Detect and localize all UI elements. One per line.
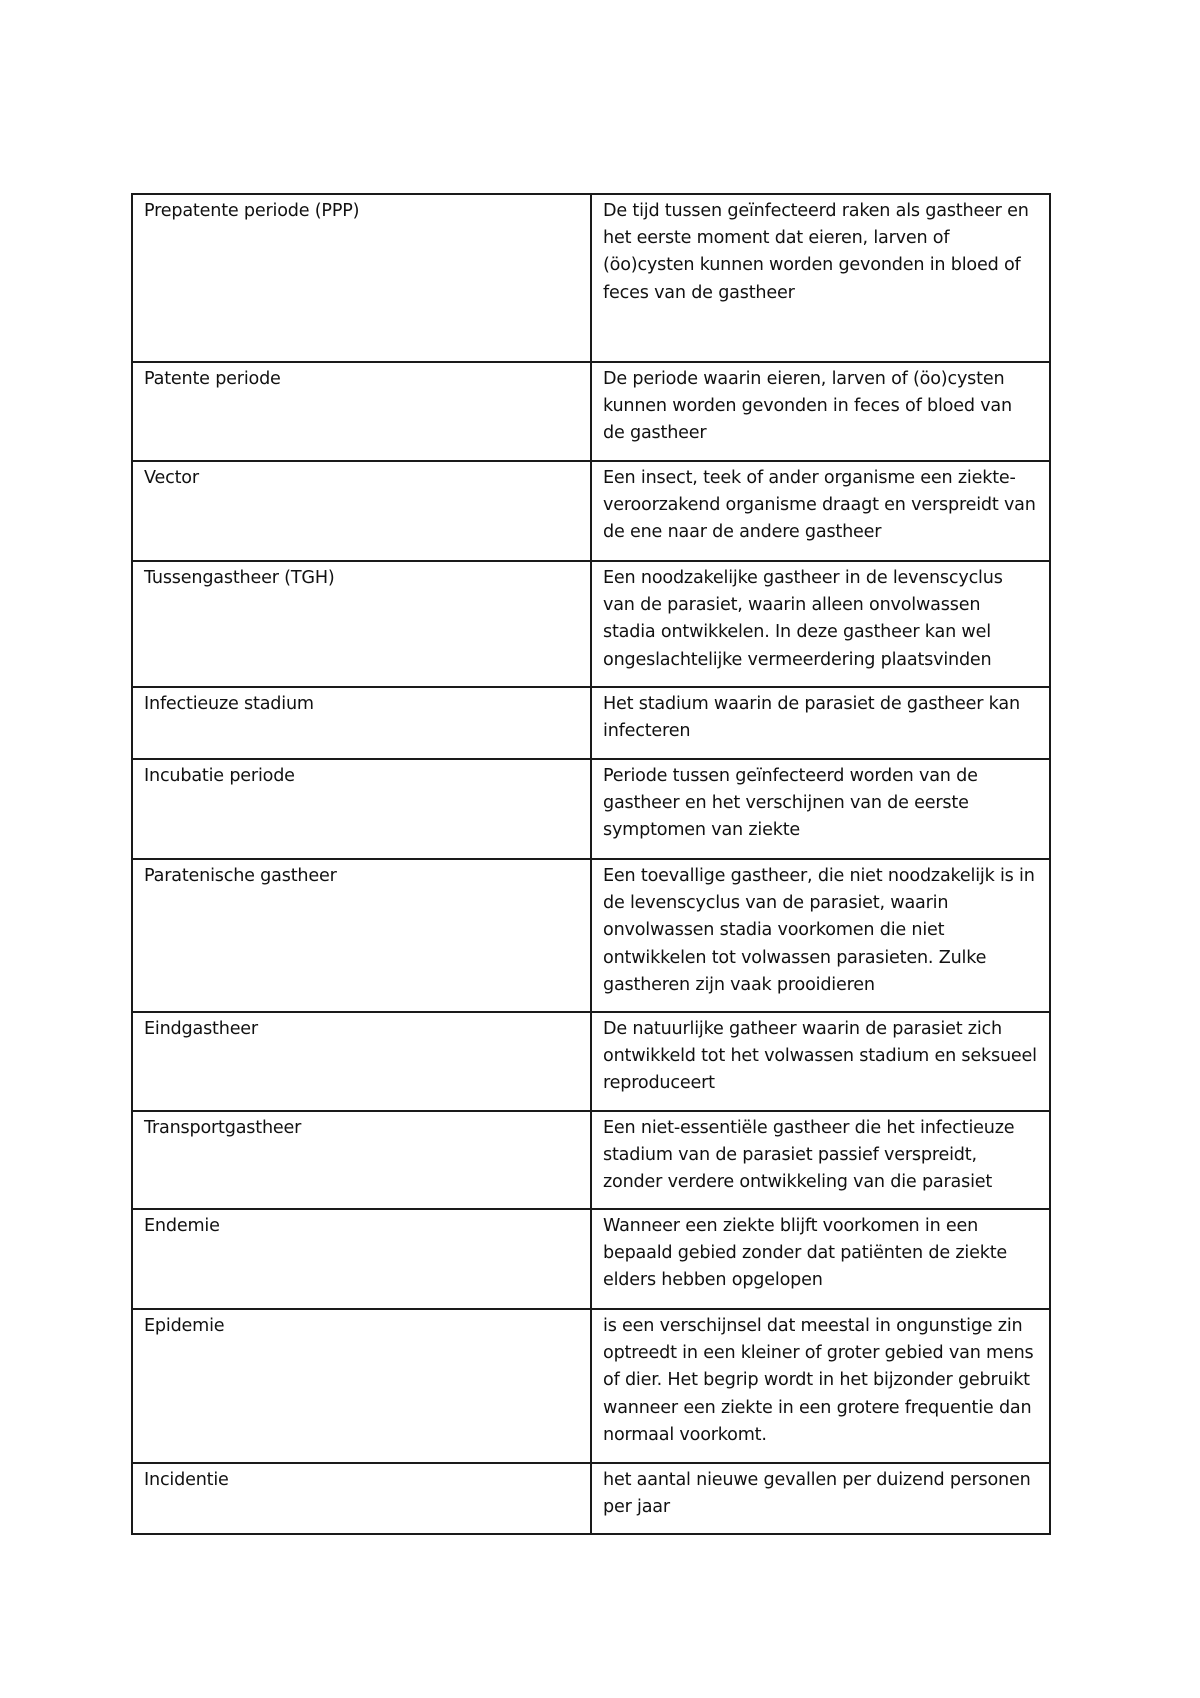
- definition-cell: De tijd tussen geïnfecteerd raken als gastheer en het eerste moment dat eieren, larven of (öo)cysten kunnen worden gevonden in bloed of feces van de gastheer: [591, 194, 1050, 362]
- term-cell: Endemie: [132, 1209, 591, 1309]
- definition-cell: Een noodzakelijke gastheer in de levenscyclus van de parasiet, waarin alleen onvolwassen stadia ontwikkelen. In deze gastheer kan wel ongeslachtelijke vermeerdering plaatsvinden: [591, 561, 1050, 687]
- definition-cell: De natuurlijke gatheer waarin de parasiet zich ontwikkeld tot het volwassen stadium en seksueel reproduceert: [591, 1012, 1050, 1111]
- table-row: [132, 461, 1050, 561]
- term-cell: Epidemie: [132, 1309, 591, 1463]
- table-row: [132, 362, 1050, 461]
- table-row: [132, 1463, 1050, 1534]
- term-cell: Infectieuze stadium: [132, 687, 591, 759]
- definition-cell: Een toevallige gastheer, die niet noodzakelijk is in de levenscyclus van de parasiet, waarin onvolwassen stadia voorkomen die niet ontwikkelen tot volwassen parasieten. Zulke gastheren zijn vaak prooidieren: [591, 859, 1050, 1012]
- table-row: [132, 1309, 1050, 1463]
- table-row: [132, 1209, 1050, 1309]
- term-cell: Incidentie: [132, 1463, 591, 1534]
- definition-cell: De periode waarin eieren, larven of (öo)cysten kunnen worden gevonden in feces of bloed van de gastheer: [591, 362, 1050, 461]
- table-row: [132, 561, 1050, 687]
- glossary-table: [131, 193, 1051, 1535]
- definition-cell: Het stadium waarin de parasiet de gastheer kan infecteren: [591, 687, 1050, 759]
- term-cell: Vector: [132, 461, 591, 561]
- definition-cell: het aantal nieuwe gevallen per duizend personen per jaar: [591, 1463, 1050, 1534]
- table-row: [132, 194, 1050, 362]
- definition-cell: Een insect, teek of ander organisme een ziekte-veroorzakend organisme draagt en verspreidt van de ene naar de andere gastheer: [591, 461, 1050, 561]
- definition-cell: Periode tussen geïnfecteerd worden van de gastheer en het verschijnen van de eerste symptomen van ziekte: [591, 759, 1050, 859]
- table-row: [132, 859, 1050, 1012]
- table-row: [132, 1012, 1050, 1111]
- term-cell: Tussengastheer (TGH): [132, 561, 591, 687]
- term-cell: Incubatie periode: [132, 759, 591, 859]
- term-cell: Eindgastheer: [132, 1012, 591, 1111]
- term-cell: Transportgastheer: [132, 1111, 591, 1209]
- table-row: [132, 1111, 1050, 1209]
- table-row: [132, 687, 1050, 759]
- term-cell: Prepatente periode (PPP): [132, 194, 591, 362]
- definition-cell: is een verschijnsel dat meestal in ongunstige zin optreedt in een kleiner of groter gebied van mens of dier. Het begrip wordt in het bijzonder gebruikt wanneer een ziekte in een grotere frequentie dan normaal voorkomt.: [591, 1309, 1050, 1463]
- table-row: [132, 759, 1050, 859]
- definition-cell: Een niet-essentiële gastheer die het infectieuze stadium van de parasiet passief verspreidt, zonder verdere ontwikkeling van die parasiet: [591, 1111, 1050, 1209]
- definition-cell: Wanneer een ziekte blijft voorkomen in een bepaald gebied zonder dat patiënten de ziekte elders hebben opgelopen: [591, 1209, 1050, 1309]
- term-cell: Patente periode: [132, 362, 591, 461]
- term-cell: Paratenische gastheer: [132, 859, 591, 1012]
